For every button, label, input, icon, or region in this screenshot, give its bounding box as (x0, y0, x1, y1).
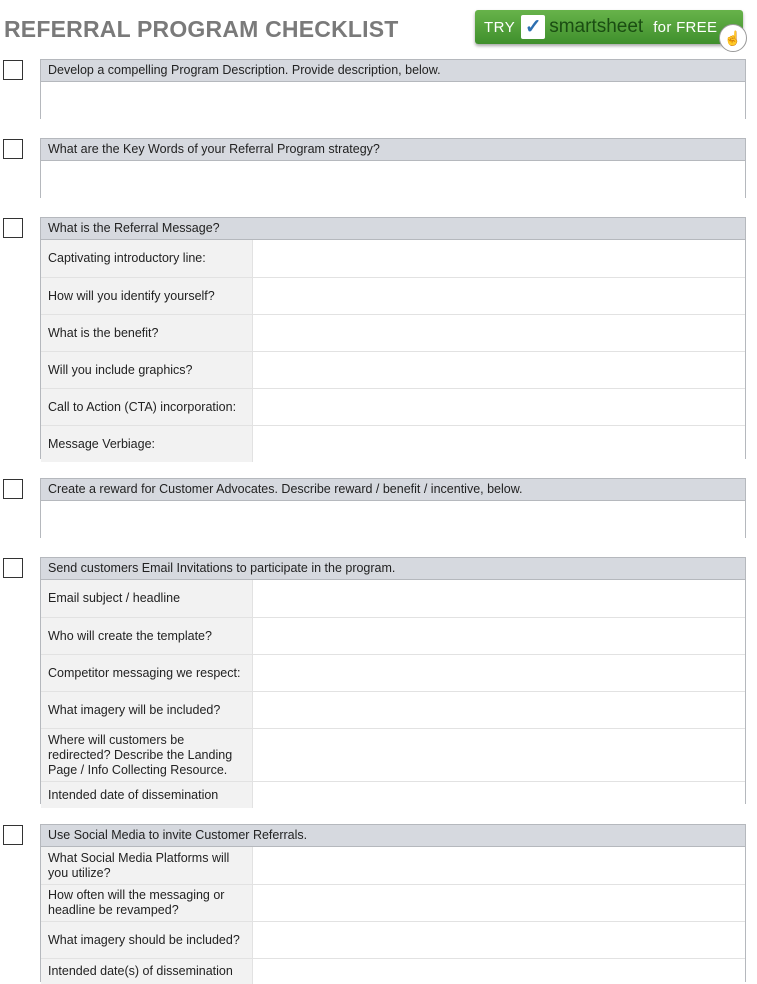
row-label: How often will the messaging or headline be revamped? (41, 885, 253, 921)
page-title: REFERRAL PROGRAM CHECKLIST (4, 16, 399, 42)
section-email-invitations (40, 557, 746, 804)
row-input[interactable] (253, 389, 745, 425)
row-input[interactable] (253, 315, 745, 351)
checkbox-referral-message[interactable] (3, 218, 23, 238)
row-label: Competitor messaging we respect: (41, 655, 253, 691)
row-label: Message Verbiage: (41, 426, 253, 462)
reward-field[interactable] (41, 501, 745, 538)
table-row (41, 958, 745, 984)
table-row (41, 728, 745, 781)
cta-free-label: for FREE (653, 18, 718, 36)
row-label: Who will create the template? (41, 618, 253, 654)
section-heading: What is the Referral Message? (41, 218, 745, 240)
table-row (41, 884, 745, 921)
table-row (41, 847, 745, 884)
row-label: What imagery should be included? (41, 922, 253, 958)
table-row (41, 781, 745, 808)
row-input[interactable] (253, 692, 745, 728)
row-input[interactable] (253, 426, 745, 462)
table-row (41, 240, 745, 277)
table-row (41, 691, 745, 728)
row-label: What Social Media Platforms will you utilize? (41, 847, 253, 884)
checkbox-customer-reward[interactable] (3, 479, 23, 499)
row-label: Intended date of dissemination (41, 782, 253, 808)
section-heading: Create a reward for Customer Advocates. Describe reward / benefit / incentive, below. (41, 479, 745, 501)
row-input[interactable] (253, 278, 745, 314)
table-row (41, 654, 745, 691)
row-input[interactable] (253, 847, 745, 884)
row-input[interactable] (253, 959, 745, 984)
section-heading: Use Social Media to invite Customer Referrals. (41, 825, 745, 847)
checkmark-icon: ✓ (521, 15, 545, 39)
row-input[interactable] (253, 922, 745, 958)
table-row (41, 580, 745, 617)
section-referral-message (40, 217, 746, 459)
key-words-field[interactable] (41, 161, 745, 198)
section-heading: Send customers Email Invitations to participate in the program. (41, 558, 745, 580)
checkbox-social-media[interactable] (3, 825, 23, 845)
cta-brand-label: smartsheet (549, 16, 644, 37)
row-label: What is the benefit? (41, 315, 253, 351)
section-key-words (40, 138, 746, 198)
row-label: Will you include graphics? (41, 352, 253, 388)
checkbox-program-description[interactable] (3, 60, 23, 80)
row-input[interactable] (253, 885, 745, 921)
row-input[interactable] (253, 618, 745, 654)
row-label: What imagery will be included? (41, 692, 253, 728)
row-label: Email subject / headline (41, 580, 253, 617)
row-input[interactable] (253, 729, 745, 781)
table-row (41, 617, 745, 654)
row-input[interactable] (253, 352, 745, 388)
table-row (41, 314, 745, 351)
checkbox-key-words[interactable] (3, 139, 23, 159)
row-input[interactable] (253, 655, 745, 691)
section-heading: What are the Key Words of your Referral Program strategy? (41, 139, 745, 161)
section-social-media (40, 824, 746, 982)
section-program-description (40, 59, 746, 119)
pointer-hand-icon: ☝ (719, 24, 747, 52)
row-label: Intended date(s) of dissemination (41, 959, 253, 984)
table-row (41, 425, 745, 462)
row-input[interactable] (253, 240, 745, 277)
section-heading: Develop a compelling Program Description. Provide description, below. (41, 60, 745, 82)
table-row (41, 921, 745, 958)
checkbox-email-invitations[interactable] (3, 558, 23, 578)
row-input[interactable] (253, 782, 745, 808)
table-row (41, 277, 745, 314)
row-label: How will you identify yourself? (41, 278, 253, 314)
row-label: Call to Action (CTA) incorporation: (41, 389, 253, 425)
try-smartsheet-button[interactable] (475, 10, 743, 44)
table-row (41, 351, 745, 388)
row-input[interactable] (253, 580, 745, 617)
section-customer-reward (40, 478, 746, 538)
row-label: Captivating introductory line: (41, 240, 253, 277)
table-row (41, 388, 745, 425)
row-label: Where will customers be redirected? Describe the Landing Page / Info Collecting Resource. (41, 729, 253, 781)
cta-try-label: TRY (484, 18, 516, 36)
description-field[interactable] (41, 82, 745, 119)
